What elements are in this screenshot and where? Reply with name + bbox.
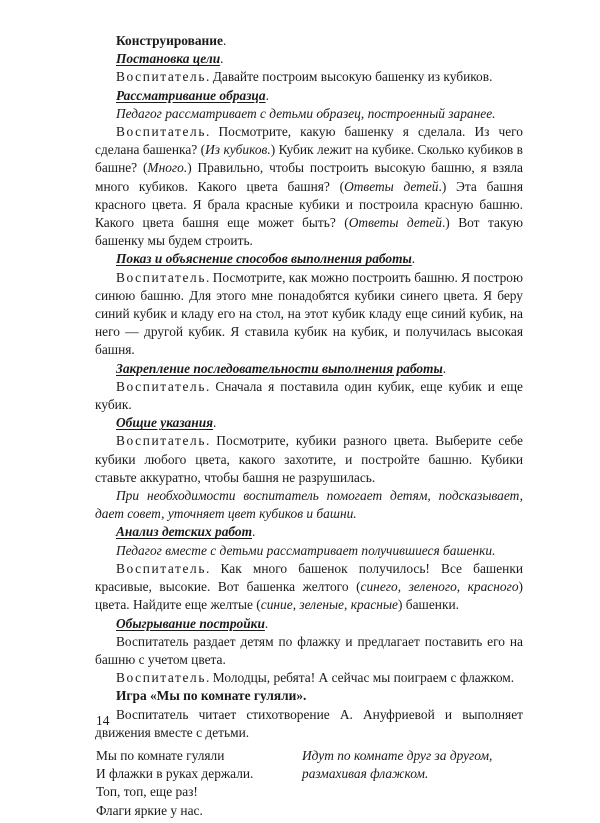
paragraph-show: Воспитатель. Посмотрите, как можно построить башню. Я построю синюю башню. Для этого мне понадобятся кубики синего цвета. Я беру синий кубик и кладу его на стол, на этот кубик кладу еще синий кубик, на него — другой кубик. Я ставила кубик на кубик, и получилась высокая башня. xyxy=(95,269,523,358)
paragraph-sample: Воспитатель. Посмотрите, какую башенку я сделала. Из чего сделана башенка? (Из кубиков.) Кубик лежит на кубике. Сколько кубиков в башне? (Много.) Правильно, чтобы построить высокую башню, я взяла много кубиков. Какого цвета башня? (Ответы детей.) Эта башня красного цвета. Я брала красные кубики и построила красную башню. Какого цвета башня еще может быть? (Ответы детей.) Вот такую башенку мы будем строить. xyxy=(95,124,523,249)
poem-block xyxy=(95,747,523,823)
poem-action-line: размахивая флажком. xyxy=(302,766,429,782)
paragraph-goal: Воспитатель. Давайте построим высокую башенку из кубиков. xyxy=(116,69,493,85)
poem-line: И флажки в руках держали. xyxy=(96,766,254,782)
subheading-sample: Рассматривание образца. xyxy=(116,87,269,103)
poem-action-line: Идут по комнате друг за другом, xyxy=(302,747,493,763)
paragraph-poem-intro: Воспитатель читает стихотворение А. Ануфриевой и выполняет движения вместе с детьми. xyxy=(95,706,523,740)
poem-verses xyxy=(96,747,306,820)
subheading-show: Показ и объяснение способов выполнения работы. xyxy=(116,251,416,267)
section-heading: Конструирование. xyxy=(116,33,227,48)
paragraph-flags: Воспитатель раздает детям по флажку и предлагает поставить его на башню с учетом цвета. xyxy=(95,633,523,667)
poem-line: Топ, топ, еще раз! xyxy=(96,784,198,800)
subheading-play: Обыгрывание постройки. xyxy=(116,615,269,631)
subheading-analysis: Анализ детских работ. xyxy=(116,524,256,540)
paragraph-analysis: Воспитатель. Как много башенок получилось! Все башенки красивые, высокие. Вот башенка желтого (синего, зеленого, красного) цвета. Найдите еще желтые (синие, зеленые, красные) башенки. xyxy=(95,560,523,613)
paragraph-general: Воспитатель. Посмотрите, кубики разного цвета. Выберите себе кубики любого цвета, какого захотите, и постройте башню. Кубики ставьте аккуратно, чтобы башня не разрушилась. xyxy=(95,433,523,485)
stage-direction-help: При необходимости воспитатель помогает детям, подсказывает, дает совет, уточняет цвет кубиков и башни. xyxy=(95,488,523,522)
stage-direction-analysis: Педагог вместе с детьми рассматривает получившиеся башенки. xyxy=(116,542,496,558)
poem-actions xyxy=(302,747,524,783)
subheading-fix: Закрепление последовательности выполнения работы. xyxy=(116,360,447,376)
poem-line: Мы по комнате гуляли xyxy=(96,747,225,763)
paragraph-fix: Воспитатель. Сначала я поставила один кубик, еще кубик и еще кубик. xyxy=(95,378,523,413)
poem-line: Флаги яркие у нас. xyxy=(96,802,203,818)
page-body xyxy=(95,32,523,823)
game-title: Игра «Мы по комнате гуляли». xyxy=(116,688,307,704)
subheading-goal: Постановка цели. xyxy=(116,51,224,67)
stage-direction: Педагог рассматривает с детьми образец, построенный заранее. xyxy=(116,105,496,121)
paragraph-praise: Воспитатель. Молодцы, ребята! А сейчас мы поиграем с флажком. xyxy=(116,670,515,686)
page-number: 14 xyxy=(96,713,110,728)
subheading-general: Общие указания. xyxy=(116,415,217,431)
